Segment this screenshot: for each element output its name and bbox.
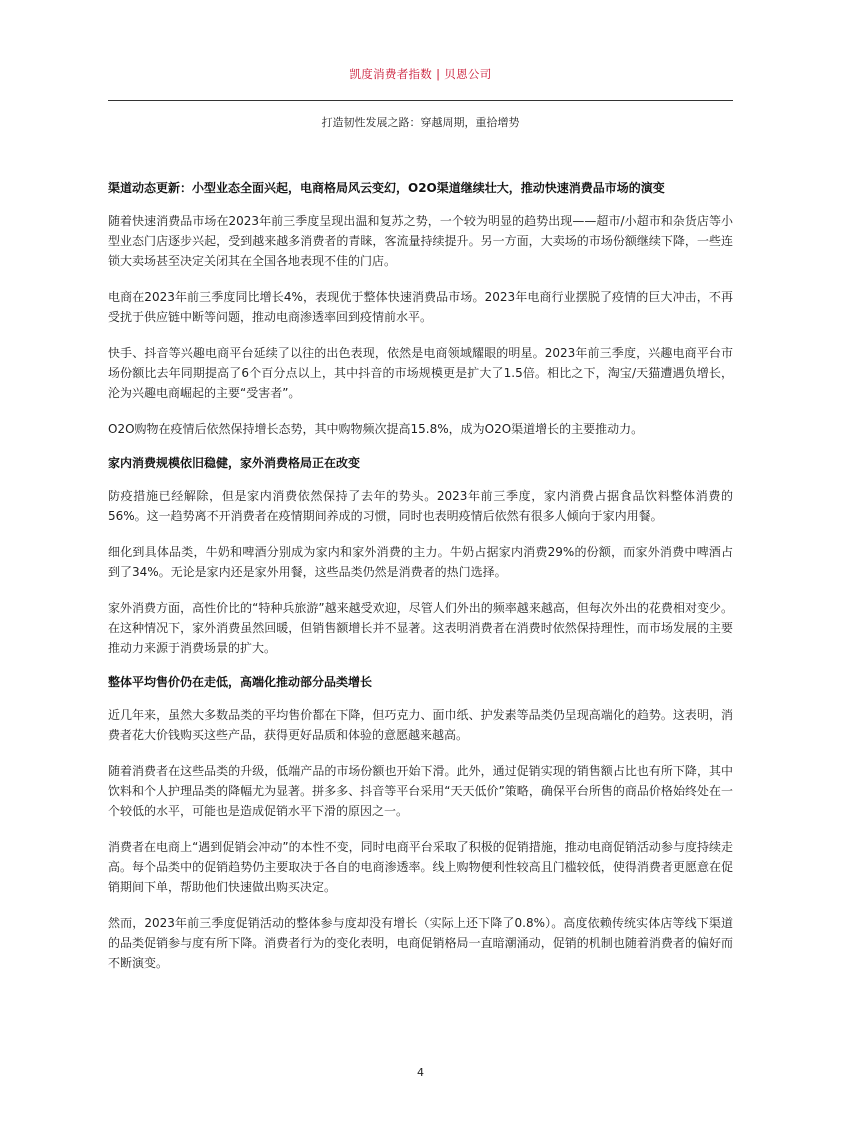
paragraph: 随着消费者在这些品类的升级，低端产品的市场份额也开始下滑。此外，通过促销实现的销售额占比也有所下降，其中饮料和个人护理品类的降幅尤为显著。拼多多、抖音等平台采用“天天低价”策略，确保平台所售的商品价格始终处在一个较低的水平，可能也是造成促销水平下滑的原因之一。	[108, 764, 733, 818]
section-heading: 整体平均售价仍在走低，高端化推动部分品类增长	[108, 675, 373, 689]
section-heading: 渠道动态更新：小型业态全面兴起，电商格局风云变幻，O2O渠道继续壮大，推动快速消费品市场的演变	[108, 181, 665, 195]
paragraph: 家外消费方面，高性价比的“特种兵旅游”越来越受欢迎，尽管人们外出的频率越来越高，但每次外出的花费相对变少。在这种情况下，家外消费虽然回暖，但销售额增长并不显著。这表明消费者在消费时依然保持理性，而市场发展的主要推动力来源于消费场景的扩大。	[108, 601, 733, 655]
paragraph: 快手、抖音等兴趣电商平台延续了以往的出色表现，依然是电商领域耀眼的明星。2023年前三季度，兴趣电商平台市场份额比去年同期提高了6个百分点以上，其中抖音的市场规模更是扩大了1.5倍。相比之下，淘宝/天猫遭遇负增长，沦为兴趣电商崛起的主要“受害者”。	[108, 346, 733, 400]
section-channel-dynamics	[108, 180, 733, 439]
paragraph: 近几年来，虽然大多数品类的平均售价都在下降，但巧克力、面巾纸、护发素等品类仍呈现高端化的趋势。这表明，消费者花大价钱购买这些产品，获得更好品质和体验的意愿越来越高。	[108, 708, 733, 742]
brand-kantar: 凯度消费者指数	[349, 67, 433, 81]
brand-bain: 贝恩公司	[444, 67, 492, 81]
paragraph: 消费者在电商上“遇到促销会冲动”的本性不变，同时电商平台采取了积极的促销措施，推动电商促销活动参与度持续走高。每个品类中的促销趋势仍主要取决于各自的电商渗透率。线上购物便利性较高且门槛较低，使得消费者更愿意在促销期间下单，帮助他们快速做出购买决定。	[108, 840, 733, 894]
brand-header	[0, 66, 841, 82]
paragraph: 细化到具体品类，牛奶和啤酒分别成为家内和家外消费的主力。牛奶占据家内消费29%的份额，而家外消费中啤酒占到了34%。无论是家内还是家外用餐，这些品类仍然是消费者的热门选择。	[108, 545, 733, 579]
main-content	[108, 180, 733, 989]
report-subtitle: 打造韧性发展之路：穿越周期，重拾增势	[321, 116, 520, 129]
header-divider	[108, 100, 733, 101]
paragraph: 电商在2023年前三季度同比增长4%，表现优于整体快速消费品市场。2023年电商行业摆脱了疫情的巨大冲击，不再受扰于供应链中断等问题，推动电商渗透率回到疫情前水平。	[108, 290, 733, 324]
paragraph: 然而，2023年前三季度促销活动的整体参与度却没有增长（实际上还下降了0.8%）。高度依赖传统实体店等线下渠道的品类促销参与度有所下降。消费者行为的变化表明，电商促销格局一直暗潮涌动，促销的机制也随着消费者的偏好而不断演变。	[108, 916, 733, 970]
page-number: 4	[417, 1066, 424, 1079]
section-heading: 家内消费规模依旧稳健，家外消费格局正在改变	[108, 456, 361, 470]
section-home-consumption	[108, 455, 733, 658]
section-average-price	[108, 674, 733, 973]
brand-separator: |	[436, 67, 441, 81]
paragraph: O2O购物在疫情后依然保持增长态势，其中购物频次提高15.8%，成为O2O渠道增长的主要推动力。	[108, 422, 644, 436]
paragraph: 随着快速消费品市场在2023年前三季度呈现出温和复苏之势，一个较为明显的趋势出现——超市/小超市和杂货店等小型业态门店逐步兴起，受到越来越多消费者的青睐，客流量持续提升。另一方面，大卖场的市场份额继续下降，一些连锁大卖场甚至决定关闭其在全国各地表现不佳的门店。	[108, 214, 733, 268]
paragraph: 防疫措施已经解除，但是家内消费依然保持了去年的势头。2023年前三季度，家内消费占据食品饮料整体消费的56%。这一趋势离不开消费者在疫情期间养成的习惯，同时也表明疫情后依然有很多人倾向于家内用餐。	[108, 489, 733, 523]
